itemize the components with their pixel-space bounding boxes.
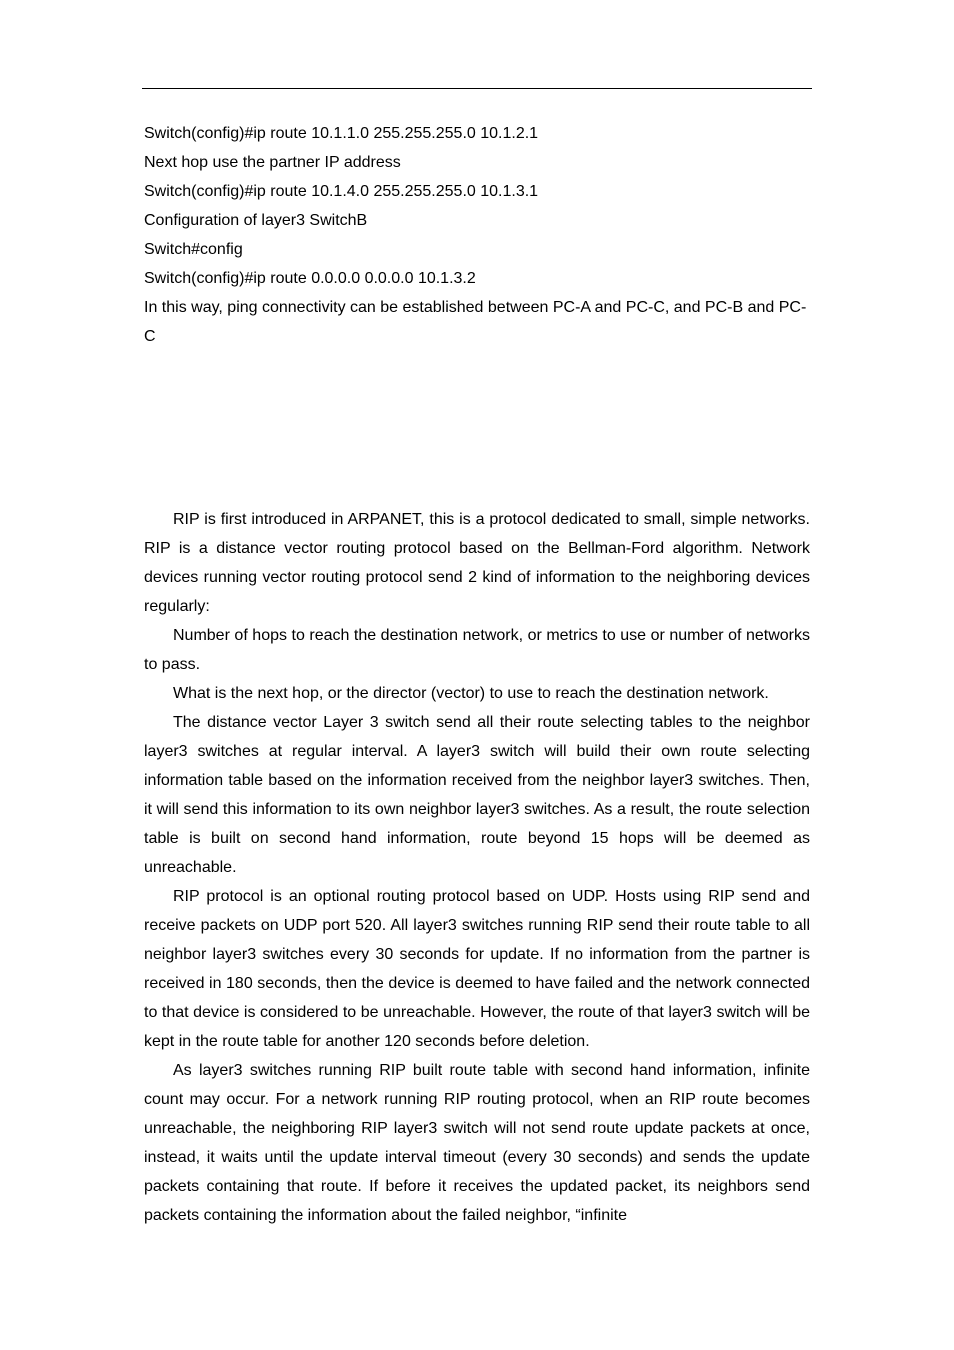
paragraph: RIP protocol is an optional routing protocol based on UDP. Hosts using RIP send and receive packets on UDP port 520. All layer3 switches running RIP send their route table to all neighbor layer3 switches every 30 seconds for update. If no information from the partner is received in 180 seconds, then the device is deemed to have failed and the network connected to that device is considered to be unreachable. However, the route of that layer3 switch will be kept in the route table for another 120 seconds before deletion. xyxy=(144,888,810,1050)
paragraph: RIP is first introduced in ARPANET, this is a protocol dedicated to small, simple networks. RIP is a distance vector routing protocol based on the Bellman-Ford algorithm. Network devices running vector routing protocol send 2 kind of information to the neighboring devices regularly: xyxy=(144,511,810,615)
paragraph: Number of hops to reach the destination network, or metrics to use or number of networks to pass. xyxy=(144,627,810,673)
header-rule xyxy=(142,88,812,89)
config-line: Switch(config)#ip route 10.1.4.0 255.255.255.0 10.1.3.1 xyxy=(144,183,539,200)
config-line: Configuration of layer3 SwitchB xyxy=(144,212,368,229)
rip-introduction-section xyxy=(144,505,810,1230)
config-example-block xyxy=(144,119,812,351)
paragraph: What is the next hop, or the director (vector) to use to reach the destination network. xyxy=(173,685,769,702)
config-line: Switch#config xyxy=(144,241,243,258)
config-line: Switch(config)#ip route 10.1.1.0 255.255.255.0 10.1.2.1 xyxy=(144,125,539,142)
paragraph: The distance vector Layer 3 switch send all their route selecting tables to the neighbor layer3 switches at regular interval. A layer3 switch will build their own route selecting information table based on the information received from the neighbor layer3 switches. Then, it will send this information to its own neighbor layer3 switches. As a result, the route selection table is built on second hand information, route beyond 15 hops will be deemed as unreachable. xyxy=(144,714,810,876)
config-line: Next hop use the partner IP address xyxy=(144,154,401,171)
config-result-note: In this way, ping connectivity can be established between PC-A and PC-C, and PC-B and PC-C xyxy=(144,299,807,345)
paragraph: As layer3 switches running RIP built route table with second hand information, infinite count may occur. For a network running RIP routing protocol, when an RIP route becomes unreachable, the neighboring RIP layer3 switch will not send route update packets at once, instead, it waits until the update interval timeout (every 30 seconds) and sends the update packets containing that route. If before it receives the updated packet, its neighbors send packets containing the information about the failed neighbor, “infinite xyxy=(144,1062,810,1224)
config-line: Switch(config)#ip route 0.0.0.0 0.0.0.0 10.1.3.2 xyxy=(144,270,476,287)
